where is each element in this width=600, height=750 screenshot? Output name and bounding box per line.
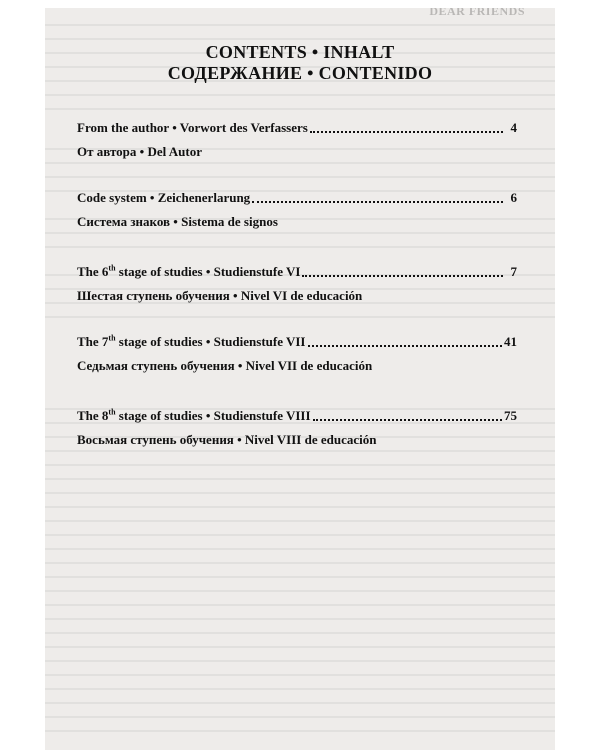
page-number: 41 xyxy=(504,334,517,349)
contents-title xyxy=(45,42,555,84)
entry-title: The 6th stage of studies • Studienstufe VI xyxy=(77,263,301,279)
dot-leader xyxy=(310,131,503,133)
page-number: 4 xyxy=(510,120,517,135)
toc-entry-code-system[interactable] xyxy=(77,190,517,230)
toc-entry-stage-8[interactable] xyxy=(77,408,517,448)
running-header xyxy=(85,8,525,19)
dot-leader xyxy=(313,419,502,421)
entry-subtitle: Шестая ступень обучения • Nivel VI de educación xyxy=(77,288,363,303)
entry-subtitle: Седьмая ступень обучения • Nivel VII de educación xyxy=(77,358,373,373)
title-line-2: СОДЕРЖАНИЕ • CONTENIDO xyxy=(167,63,433,83)
page-number: 75 xyxy=(504,408,517,423)
toc-entry-stage-7[interactable] xyxy=(77,334,517,374)
page-number: 7 xyxy=(510,264,517,279)
entry-subtitle: Система знаков • Sistema de signos xyxy=(77,214,278,229)
entry-title: The 8th stage of studies • Studienstufe VIII xyxy=(77,407,311,423)
entry-title: The 7th stage of studies • Studienstufe VII xyxy=(77,333,306,349)
toc-entry-from-author[interactable] xyxy=(77,120,517,160)
dot-leader xyxy=(252,201,503,203)
page-number: 6 xyxy=(510,190,517,205)
entry-title: Code system • Zeichenerlarung xyxy=(77,190,251,205)
entry-subtitle: От автора • Del Autor xyxy=(77,144,202,159)
title-line-1: CONTENTS • INHALT xyxy=(205,42,395,62)
entry-subtitle: Восьмая ступень обучения • Nivel VIII de educación xyxy=(77,432,377,447)
toc-entry-stage-6[interactable] xyxy=(77,264,517,304)
dot-leader xyxy=(308,345,503,347)
entry-title: From the author • Vorwort des Verfassers xyxy=(77,120,308,135)
running-header-right: DEAR FRIENDS xyxy=(429,8,525,18)
book-page xyxy=(45,8,555,750)
dot-leader xyxy=(302,275,503,277)
